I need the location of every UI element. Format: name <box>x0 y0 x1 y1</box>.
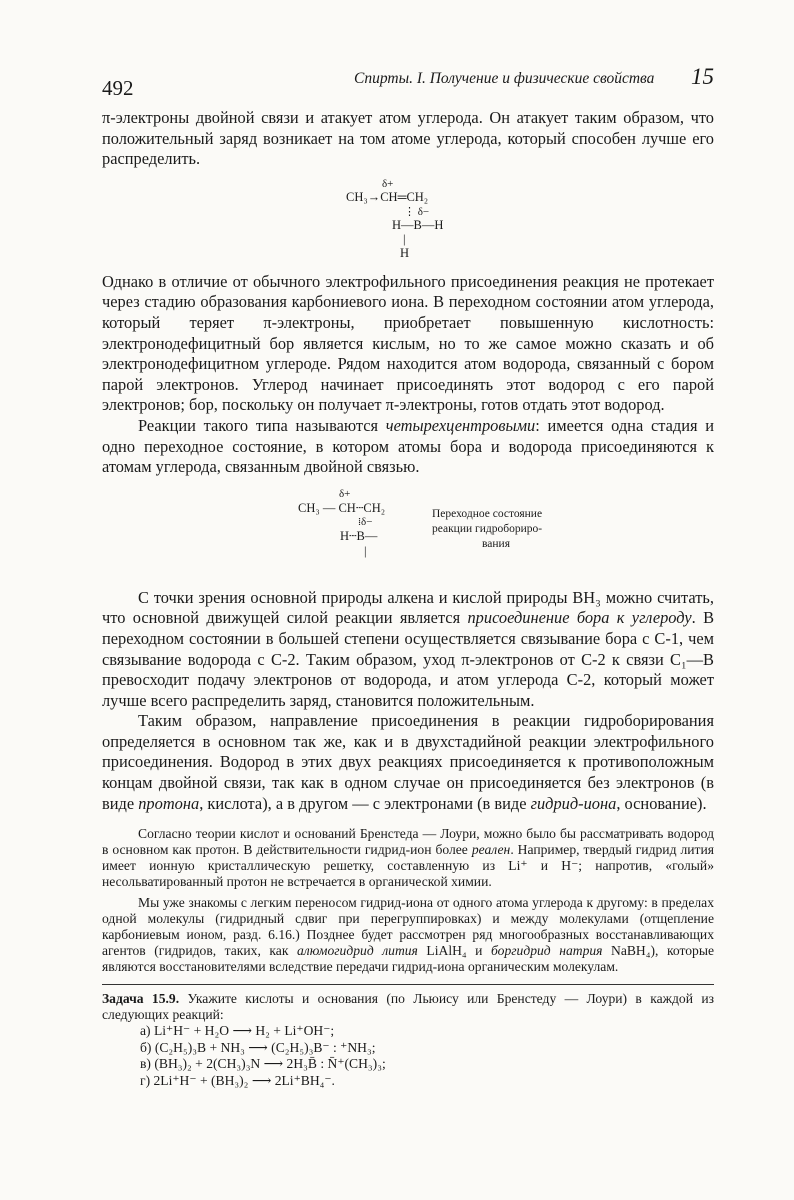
reactions-list <box>102 1023 714 1089</box>
problem-label: Задача 15.9. <box>102 991 180 1007</box>
delta-minus-label: ⋮ δ− <box>404 205 430 218</box>
divider <box>102 984 714 985</box>
text-run: : имеется одна стадия и одно переходное состояние, в котором атомы бора и водорода присоединяются к атомам углерода, связанным двойной связью. <box>102 415 714 477</box>
notes-block <box>102 826 714 974</box>
transition-line-1: CH₃ — CH┄CH₂ <box>298 500 386 515</box>
structure-bond: | <box>403 231 406 246</box>
term-four-center: четырехцентровыми <box>385 415 536 435</box>
paragraph-1: π-электроны двойной связи и атакует атом углерода. Он атакует таким образом, что положительный заряд возникает на том атоме углерода, который способен лучше его распределить. <box>102 108 714 169</box>
problem-statement <box>102 991 714 1023</box>
problem-15-9 <box>102 991 714 1089</box>
text-run: . В переходном состоянии в большей степени осуществляется связывание бора с С-1, чем связывание водорода с С-2. Таким образом, уход π-электронов от С-2 к связи C₁—B превосходит подачу электронов от водорода, и атом углерода С-2, который может лучше всего распределить заряд, становится положительным. <box>102 608 715 710</box>
text-run: NaBH₄), которые являются восстановителями вследствие передачи гидрид-иона органическим молекулам. <box>102 942 714 974</box>
text-run: С точки зрения основной природы алкена и кислой природы BH₃ можно считать, что основной движущей силой реакции является <box>102 587 714 628</box>
caption-line-3: вания <box>482 537 510 550</box>
paragraph-5 <box>102 711 714 814</box>
chapter-number: 15 <box>691 64 714 89</box>
structure-line-2: H—B—H <box>392 217 444 232</box>
text-run: Реакции такого типа называются <box>138 415 386 435</box>
text-run: , кислота), а в другом — с электронами (в виде <box>199 793 531 813</box>
caption-line-2: реакции гидроборирο- <box>432 522 543 535</box>
transition-line-2: H┄B— <box>340 528 378 543</box>
term-lithium-aluminum-hydride: алюмогидрид лития <box>296 942 418 958</box>
delta-minus-label-2: ⁞δ− <box>358 515 373 528</box>
term-proton: протона <box>138 793 200 813</box>
transition-bond: | <box>364 543 367 558</box>
structure-line-3: H <box>400 245 410 260</box>
paragraph-4 <box>102 588 714 712</box>
book-page <box>102 60 714 1089</box>
text-run: Мы уже знакомы с легким переносом гидрид-иона от одного атома углерода к другому: в пределах одной молекулы (гидридный сдвиг при перегруппировках) и между молекулами (отщепление карбониевым ионом, разд. 6.16.) Позднее будет рассмотрен ряд многообразных восстанавливающих агентов (гидридов, таких, как <box>102 895 714 958</box>
text-run: Согласно теории кислот и оснований Бренстеда — Лоури, можно было бы рассматривать водород в основном как протон. В действительности гидрид-ион более <box>102 826 714 858</box>
text-run: , основание). <box>616 793 707 813</box>
structure-borane-addition <box>102 170 714 272</box>
caption-line-1: Переходное состояние <box>432 507 543 520</box>
term-sodium-borohydride: боргидрид натрия <box>490 942 603 958</box>
delta-plus-label: δ+ <box>382 177 394 190</box>
reaction-c: в) (BH₃)₂ + 2(CH₃)₃N ⟶ 2H₃B̄ : N̄⁺(CH₃)₃; <box>140 1056 386 1072</box>
page-number: 492 <box>102 76 134 100</box>
structure-transition-state <box>102 478 714 588</box>
text-run: . Например, твердый гидрид лития имеет ионную кристаллическую решетку, составленную из Li⁺ и H⁻; напротив, «голый» несольватированный протон не встречается в органической химии. <box>102 842 714 889</box>
note-2 <box>102 895 714 974</box>
term-real: реален <box>471 842 511 858</box>
reaction-a: а) Li⁺H⁻ + H₂O ⟶ H₂ + Li⁺OH⁻; <box>140 1023 335 1039</box>
paragraph-3 <box>102 416 714 478</box>
problem-text: Укажите кислоты и основания (по Льюису или Бренстеду — Лоури) в каждой из следующих реакций: <box>102 991 714 1023</box>
term-boron-to-carbon: присоединение бора к углероду <box>467 608 692 628</box>
structure-line-1: CH₃→CH═CH₂ <box>346 189 429 204</box>
reaction-d: г) 2Li⁺H⁻ + (BH₃)₂ ⟶ 2Li⁺BH₄⁻. <box>140 1072 335 1088</box>
running-title: Спирты. I. Получение и физические свойства <box>354 70 655 87</box>
text-run: Таким образом, направление присоединения в реакции гидроборирования определяется в основном так же, как и в двухстадийной реакции электрофильного присоединения. Водород в этих двух реакциях присоединяется к противоположным концам двойной связи, так как в одном случае он присоединяется без электронов (в виде <box>102 711 714 813</box>
term-hydride-ion: гидрид-иона <box>530 793 617 813</box>
delta-plus-label-2: δ+ <box>339 487 351 500</box>
text-run: LiAlH₄ и <box>417 942 491 958</box>
paragraph-2: Однако в отличие от обычного электрофильного присоединения реакция не протекает через стадию образования карбониевого иона. В переходном состоянии атом углерода, который теряет π-электроны, приобретает повышенную кислотность: электронодефицитный бор является кислым, но то же самое можно сказать и об электронодефицитном углероде. Рядом находится атом водорода, связанный с бором парой электронов. Углерод начинает присоединять этот водород с его парой электронов; бор, поскольку он получает π-электроны, готов отдать этот водород. <box>102 271 714 415</box>
reaction-b: б) (C₂H₅)₃B + NH₃ ⟶ (C₂H₅)₃B⁻ : ⁺NH₃; <box>140 1039 376 1055</box>
page-header <box>102 60 714 108</box>
note-1 <box>102 826 714 889</box>
